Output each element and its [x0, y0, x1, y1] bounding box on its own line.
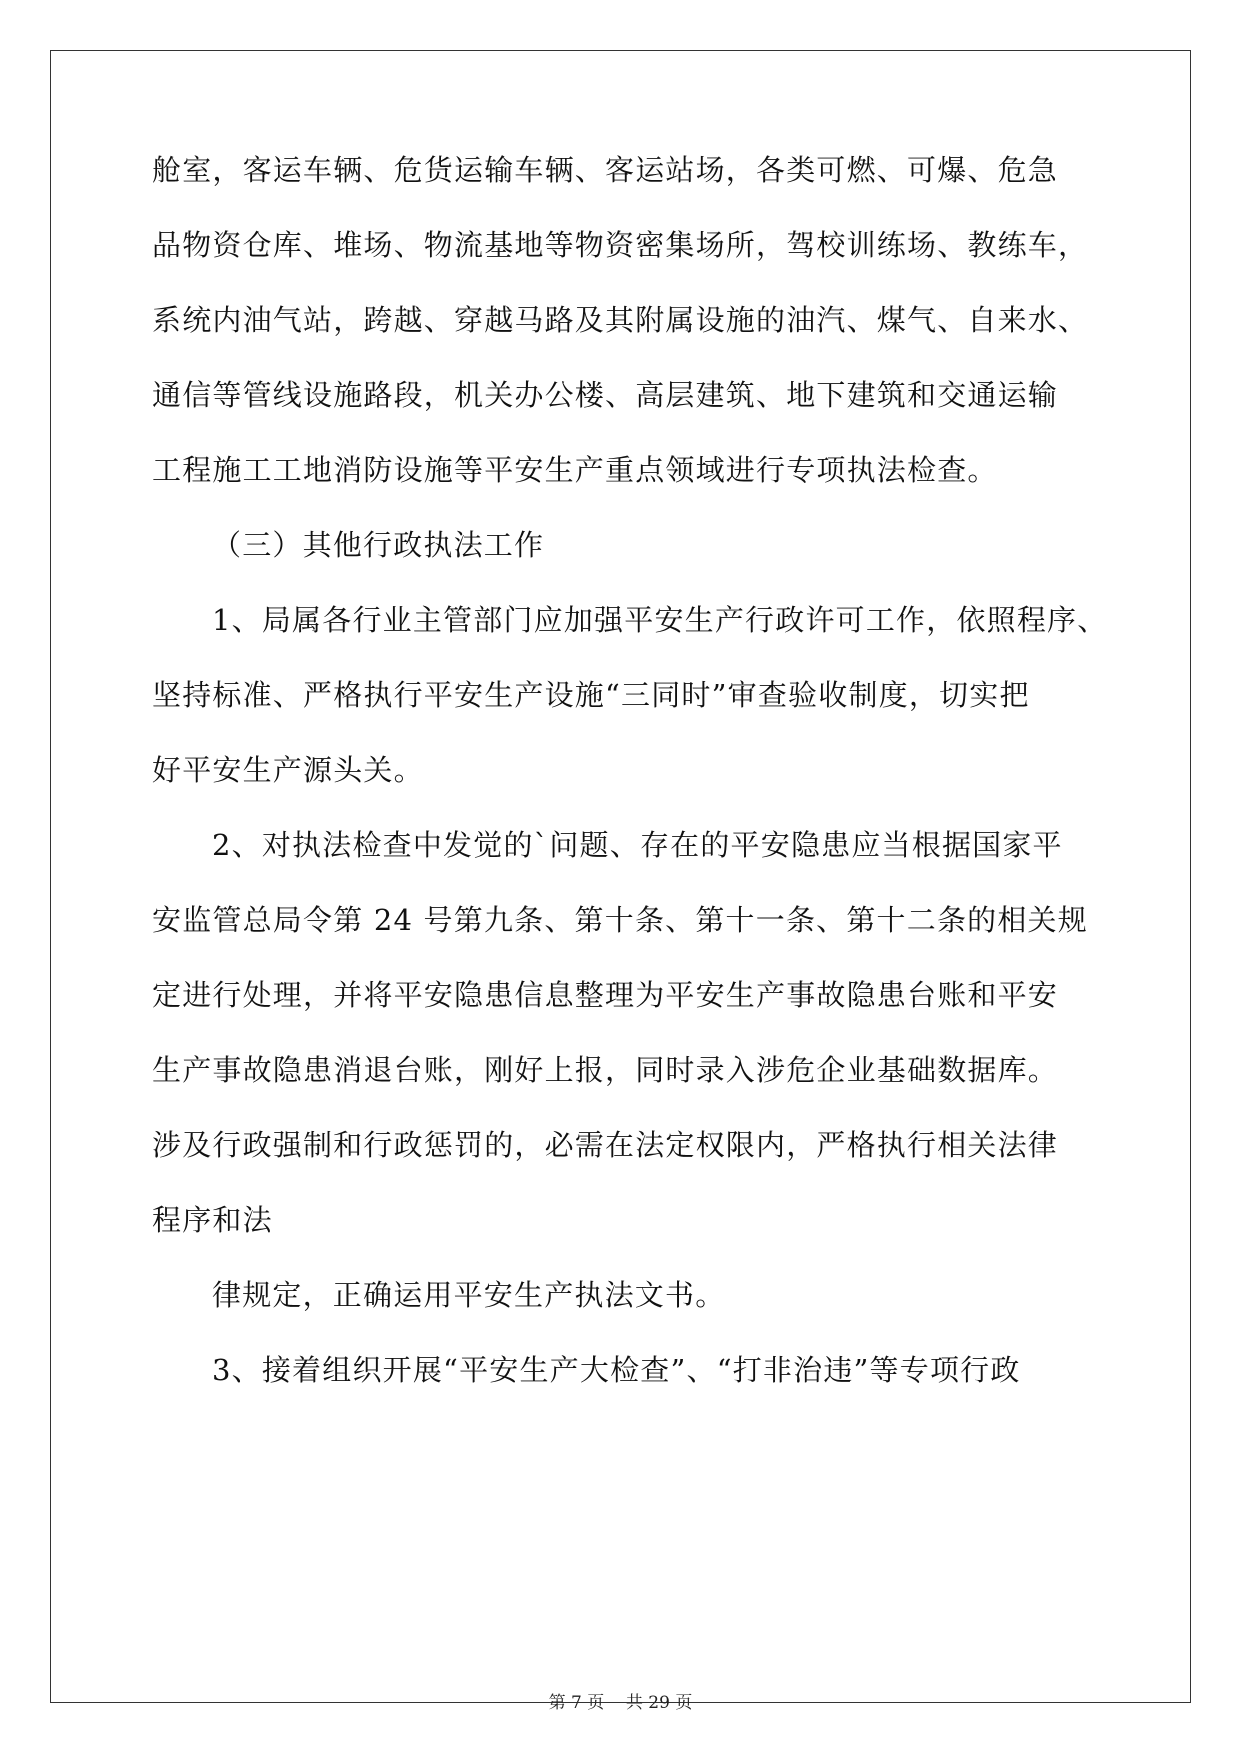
page-border: [50, 50, 1191, 1703]
text-line: 安监管总局令第 24 号第九条、第十条、第十一条、第十二条的相关规: [152, 903, 1088, 937]
page-number-footer: [0, 1692, 1241, 1714]
text-line: 律规定，正确运用平安生产执法文书。: [212, 1278, 726, 1312]
text-line: 涉及行政强制和行政惩罚的，必需在法定权限内，严格执行相关法律: [152, 1128, 1059, 1162]
text-line: 生产事故隐患消退台账，刚好上报，同时录入涉危企业基础数据库。: [152, 1053, 1059, 1087]
text-line: 品物资仓库、堆场、物流基地等物资密集场所，驾校训练场、教练车，: [152, 228, 1089, 262]
text-line: 工程施工工地消防设施等平安生产重点领域进行专项执法检查。: [152, 453, 998, 487]
text-line: 舱室，客运车辆、危货运输车辆、客运站场，各类可燃、可爆、危急: [152, 153, 1059, 187]
text-line: 通信等管线设施路段，机关办公楼、高层建筑、地下建筑和交通运输: [152, 378, 1059, 412]
page-number-label: 第 7 页 共 29 页: [548, 1693, 693, 1713]
text-line: 2、对执法检查中发觉的`问题、存在的平安隐患应当根据国家平: [212, 828, 1063, 862]
text-line: 1、局属各行业主管部门应加强平安生产行政许可工作，依照程序、: [212, 603, 1108, 637]
text-line: 定进行处理，并将平安隐患信息整理为平安生产事故隐患台账和平安: [152, 978, 1059, 1012]
section-heading: （三）其他行政执法工作: [212, 528, 545, 562]
text-line: 程序和法: [152, 1203, 273, 1237]
text-line: 3、接着组织开展“平安生产大检查”、“打非治违”等专项行政: [212, 1353, 1021, 1387]
text-line: 坚持标准、严格执行平安生产设施“三同时”审查验收制度，切实把: [152, 678, 1030, 712]
text-line: 好平安生产源头关。: [152, 753, 424, 787]
text-line: 系统内油气站，跨越、穿越马路及其附属设施的油汽、煤气、自来水、: [152, 303, 1089, 337]
